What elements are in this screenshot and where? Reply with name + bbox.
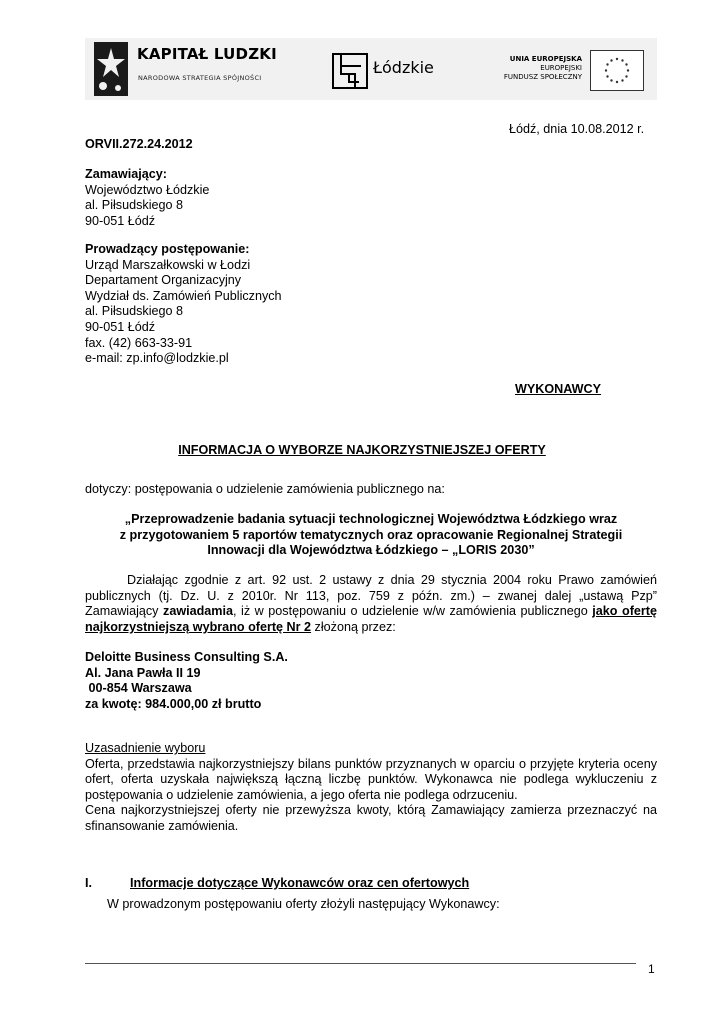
justification [85,741,657,835]
ordering-party-line: al. Piłsudskiego 8 [85,198,184,213]
reference-number: ORVII.272.24.2012 [85,137,193,151]
justification-text: Oferta, przedstawia najkorzystniejszy bilans punktów przyznanych w oparciu o przyjęte kryteria oceny ofert, oferta uzyskała największą łączną liczbę punktów. Wykonawca nie podlega wykluczeniu z postępowania o udzielenie zamówienia, a jego oferta nie podlega odrzuceniu. [85,756,657,802]
section-heading: Informacje dotyczące Wykonawców oraz cen ofertowych [130,876,470,890]
conducting-party-line: Urząd Marszałkowski w Łodzi [85,257,251,272]
addressee: WYKONAWCY [515,382,602,396]
section-number: I. [85,876,92,890]
conducting-party-line: e-mail: zp.info@lodzkie.pl [85,351,229,366]
lodzkie-logo-text: Łódzkie [373,58,434,77]
kapital-ludzki-emblem-icon [94,42,128,96]
eu-flag-icon [590,50,644,91]
eu-label-line2: EUROPEJSKI [540,64,582,72]
winner-block [85,650,288,712]
decision-notify: zawiadamia [163,604,234,619]
footer-divider [85,963,636,964]
kapital-ludzki-title: KAPITAŁ LUDZKI [137,45,277,63]
conducting-party-line: Wydział ds. Zamówień Publicznych [85,288,282,303]
lodzkie-logo-icon [331,52,369,90]
justification-text: Cena najkorzystniejszej oferty nie przewyższa kwoty, którą Zamawiający zamierza przeznaczyć na sfinansowanie zamówienia. [85,803,657,833]
ordering-party-line: 90-051 Łódź [85,213,156,228]
conducting-party-line: al. Piłsudskiego 8 [85,304,184,319]
conducting-party [85,242,282,367]
decision-selected-offer: jako ofertę najkorzystniejszą wybrano ofertę Nr 2 [85,604,657,634]
ordering-party-heading: Zamawiający: [85,167,167,181]
winner-name: Deloitte Business Consulting S.A. [85,650,288,664]
eu-label-line3: FUNDUSZ SPOŁECZNY [503,73,582,81]
subject-line: Innowacji dla Województwa Łódzkiego – „LORIS 2030” [207,543,535,558]
winner-street: Al. Jana Pawła II 19 [85,665,201,680]
page-number: 1 [648,962,655,976]
justification-heading: Uzasadnienie wyboru [85,741,206,755]
subject-line: z przygotowaniem 5 raportów tematycznych oraz opracowanie Regionalnej Strategii [119,527,623,542]
place-date: Łódź, dnia 10.08.2012 r. [509,122,645,136]
decision-paragraph [85,573,657,635]
ordering-party [85,167,209,229]
decision-text: Działając zgodnie z art. 92 ust. 2 ustawy z dnia 29 stycznia 2004 roku Prawo zamówień publicznych (tj. Dz. U. z 2010r. Nr 113, poz. 759 z późn. zm.) – zwanej dalej „ustawą Pzp” Zamawiający [85,573,657,619]
eu-label-line1: UNIA EUROPEJSKA [509,55,582,63]
kapital-ludzki-subtitle: NARODOWA STRATEGIA SPÓJNOŚCI [138,74,262,82]
ordering-party-line: Województwo Łódzkie [85,182,210,197]
conducting-party-line: Departament Organizacyjny [85,273,242,288]
decision-text: złożoną przez: [311,619,396,634]
conducting-party-line: 90-051 Łódź [85,319,156,334]
conducting-party-heading: Prowadzący postępowanie: [85,242,250,256]
conducting-party-line: fax. (42) 663-33-91 [85,335,193,350]
winner-city: 00-854 Warszawa [85,681,192,696]
concerns-line: dotyczy: postępowania o udzielenie zamówienia publicznego na: [85,482,445,496]
document-title: INFORMACJA O WYBORZE NAJKORZYSTNIEJSZEJ OFERTY [178,443,546,457]
subject-line: „Przeprowadzenie badania sytuacji technologicznej Województwa Łódzkiego wraz [124,512,618,526]
winner-amount: za kwotę: 984.000,00 zł brutto [85,696,262,711]
eu-label [484,55,582,82]
section-intro: W prowadzonym postępowaniu oferty złożyli następujący Wykonawcy: [107,897,500,911]
decision-text: , iż w postępowaniu o udzielenie w/w zamówienia publicznego [233,604,593,619]
subject [85,512,657,559]
